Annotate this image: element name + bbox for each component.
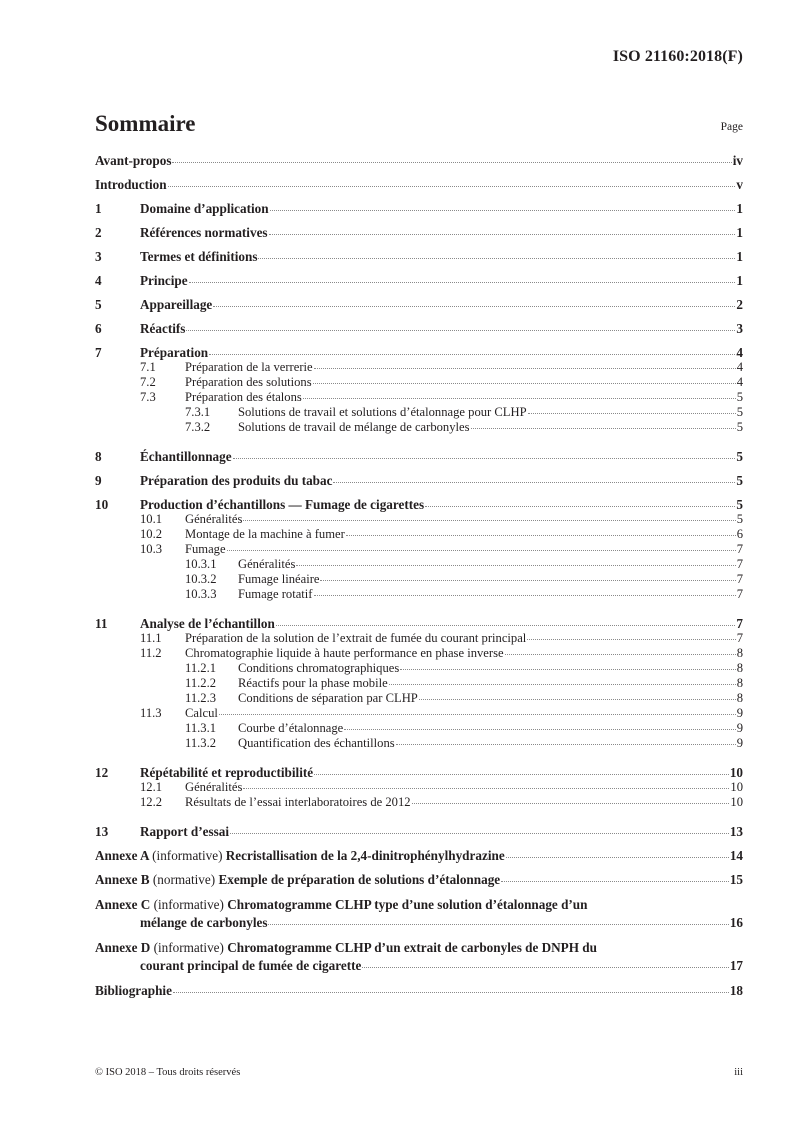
page-number: 8 [736,691,743,705]
page-number: 5 [736,449,743,464]
page-number: 2 [736,297,743,312]
annex-type: (informative) [152,848,223,863]
leader-dots [213,306,735,307]
section-number: 11.2.2 [185,676,217,690]
toc-entry[interactable] [95,661,743,676]
page-number: 3 [736,321,743,336]
toc-entry[interactable] [95,249,743,265]
leader-dots [269,234,736,235]
leader-dots [270,210,736,211]
section-number: 12 [95,765,109,780]
leader-dots [528,413,736,414]
section-number: 4 [95,273,102,288]
page-number: 17 [729,958,743,973]
page-number: 5 [736,512,743,526]
section-number: 6 [95,321,102,336]
toc-entry[interactable] [95,706,743,721]
leader-dots [296,565,735,566]
page-number: 1 [736,273,743,288]
page-number: 5 [736,497,743,512]
page-number: 18 [729,983,743,998]
toc-entry[interactable] [95,691,743,706]
section-number: 11 [95,616,108,631]
section-number: 11.3 [140,706,162,720]
toc-entry[interactable] [95,321,743,337]
entry-title: Fumage linéaire [238,572,320,586]
section-number: 7.3 [140,390,156,404]
section-number: 12.1 [140,780,163,794]
annex-title-line2: courant principal de fumée de cigarette [140,958,362,973]
page-number: 5 [736,390,743,404]
toc-entry[interactable] [95,473,743,489]
page-number: 10 [730,780,743,794]
page-number: 8 [736,676,743,690]
entry-title: Conditions chromatographiques [238,661,400,675]
leader-dots [471,428,736,429]
entry-title: Répétabilité et reproductibilité [140,765,314,780]
page-number: 8 [736,661,743,675]
leader-dots [314,368,736,369]
section-number: 7 [95,345,102,360]
section-number: 11.3.1 [185,721,217,735]
page-number: 5 [736,473,743,488]
entry-title: Montage de la machine à fumer [185,527,345,541]
entry-title: Analyse de l’échantillon [140,616,275,631]
leader-dots [389,684,736,685]
page-number: 7 [736,572,743,586]
entry-title: Références normatives [140,225,268,240]
page-number: v [736,177,743,192]
entry-title: Préparation [140,345,209,360]
leader-dots [346,535,736,536]
section-number: 7.3.2 [185,420,211,434]
toc-entry[interactable] [95,646,743,661]
leader-dots [268,924,728,925]
page-number: 10 [730,795,743,809]
toc-entry-annex-c-continued[interactable] [140,915,743,931]
entry-title: Domaine d’application [140,201,269,216]
entry-title: Préparation des produits du tabac [140,473,333,488]
toc-entry[interactable] [95,273,743,289]
entry-title: Termes et définitions [140,249,258,264]
toc-entry[interactable] [95,721,743,736]
leader-dots [186,330,735,331]
section-number: 2 [95,225,102,240]
leader-dots [425,506,735,507]
section-number: 11.2.3 [185,691,217,705]
entry-title: Réactifs pour la phase mobile [238,676,388,690]
page-number: 5 [736,420,743,434]
entry-title: Fumage [185,542,226,556]
toc-entry[interactable] [95,824,743,840]
entry-title: Quantification des échantillons [238,736,395,750]
leader-dots [362,967,728,968]
leader-dots [527,639,735,640]
section-number: 12.2 [140,795,163,809]
toc-entry[interactable] [95,225,743,241]
toc-entry-annex-d-continued[interactable] [140,958,743,974]
page-number: 10 [729,765,743,780]
leader-dots [243,788,729,789]
toc-entry[interactable] [95,616,743,632]
toc-entry-annex-b[interactable] [95,872,743,888]
leader-dots [172,162,731,163]
annex-type: (informative) [153,940,224,955]
page-number: 1 [736,201,743,216]
toc-entry[interactable] [95,527,743,542]
page-number: 5 [736,405,743,419]
annex-label: Annexe A [95,848,149,863]
page-title: Sommaire [95,111,196,136]
section-number: 10.3 [140,542,163,556]
leader-dots [505,654,736,655]
toc-entry[interactable] [95,676,743,691]
section-number: 10.3.2 [185,572,217,586]
toc-entry-annex-c[interactable] [95,897,743,913]
entry-title: Généralités [185,780,243,794]
annex-title-line1: Chromatogramme CLHP type d’une solution d’étalonnage d’un [227,897,588,912]
leader-dots [320,580,735,581]
entry-title: Résultats de l’essai interlaboratoires de 2012 [185,795,411,809]
entry-title: Réactifs [140,321,186,336]
entry-title: Préparation des étalons [185,390,302,404]
toc-entry[interactable] [95,587,743,602]
page-number: 16 [729,915,743,930]
toc-entry[interactable] [95,420,743,435]
toc-entry[interactable] [95,390,743,405]
annex-title-line2: mélange de carbonyles [140,915,268,930]
section-number: 3 [95,249,102,264]
footer-copyright: © ISO 2018 – Tous droits réservés [95,1067,241,1078]
toc-entry[interactable] [95,736,743,751]
annex-title: Recristallisation de la 2,4-dinitrophénylhydrazine [225,848,505,863]
page-number: 7 [736,557,743,571]
entry-title: Conditions de séparation par CLHP [238,691,418,705]
leader-dots [276,625,736,626]
section-number: 10 [95,497,109,512]
entry-title: Appareillage [140,297,213,312]
leader-dots [233,458,736,459]
toc-entry[interactable] [95,631,743,646]
section-number: 7.2 [140,375,156,389]
leader-dots [313,383,736,384]
toc-entry-annex-a[interactable] [95,848,743,864]
section-number: 13 [95,824,109,839]
leader-dots [189,282,736,283]
entry-title: Solutions de travail et solutions d’étalonnage pour CLHP [238,405,527,419]
section-number: 8 [95,449,102,464]
entry-title: Préparation des solutions [185,375,312,389]
page-number: 7 [736,542,743,556]
toc-entry[interactable] [95,201,743,217]
leader-dots [243,520,735,521]
toc-entry[interactable] [95,177,743,193]
section-number: 10.1 [140,512,163,526]
document-id: ISO 21160:2018(F) [612,48,743,65]
entry-title: Courbe d’étalonnage [238,721,344,735]
footer-page-number: iii [734,1067,743,1078]
page-number: 9 [736,706,743,720]
leader-dots [344,729,735,730]
page-number: 15 [729,872,743,887]
leader-dots [209,354,735,355]
page-number: 13 [729,824,743,839]
annex-label: Annexe B [95,872,150,887]
entry-title: Rapport d’essai [140,824,230,839]
page-number: 1 [736,249,743,264]
entry-title: Fumage rotatif [238,587,313,601]
toc-entry[interactable] [95,557,743,572]
section-number: 1 [95,201,102,216]
page-number: 8 [736,646,743,660]
page-number: 1 [736,225,743,240]
leader-dots [227,550,736,551]
page-number: 6 [736,527,743,541]
toc-entry[interactable] [95,497,743,513]
leader-dots [258,258,735,259]
toc-entry[interactable] [95,297,743,313]
annex-title-line1: Chromatogramme CLHP d’un extrait de carbonyles de DNPH du [227,940,597,955]
leader-dots [419,699,736,700]
section-number: 11.3.2 [185,736,217,750]
toc-entry[interactable] [95,780,743,795]
toc-entry[interactable] [95,512,743,527]
toc-entry[interactable] [95,542,743,557]
section-number: 10.3.3 [185,587,217,601]
entry-title: Calcul [185,706,218,720]
entry-title: Avant-propos [95,153,172,168]
annex-type: (informative) [153,897,224,912]
entry-title: Généralités [185,512,243,526]
leader-dots [412,803,730,804]
toc-entry-annex-d[interactable] [95,940,743,956]
section-number: 11.1 [140,631,162,645]
leader-dots [219,714,736,715]
page-number: 9 [736,736,743,750]
section-number: 11.2 [140,646,162,660]
entry-title: Échantillonnage [140,449,232,464]
entry-title: Chromatographie liquide à haute performance en phase inverse [185,646,504,660]
leader-dots [303,398,736,399]
page-number: 7 [736,616,743,631]
leader-dots [173,992,729,993]
toc-entry[interactable] [95,345,743,361]
section-number: 11.2.1 [185,661,217,675]
toc-entry[interactable] [95,360,743,375]
toc-entry[interactable] [95,572,743,587]
entry-title: Préparation de la solution de l’extrait de fumée du courant principal [185,631,527,645]
entry-title: Introduction [95,177,167,192]
toc-entry-bibliography[interactable] [95,983,743,999]
annex-label: Annexe D [95,940,151,955]
entry-title: Principe [140,273,188,288]
entry-title: Bibliographie [95,983,172,998]
section-number: 7.1 [140,360,156,374]
page-number: 7 [736,631,743,645]
entry-title: Préparation de la verrerie [185,360,313,374]
section-number: 5 [95,297,102,312]
page-column-label: Page [720,121,743,133]
leader-dots [400,669,735,670]
page-number: 9 [736,721,743,735]
leader-dots [314,774,729,775]
toc-entry[interactable] [95,375,743,390]
leader-dots [506,857,729,858]
page-number: 4 [736,375,743,389]
section-number: 10.2 [140,527,163,541]
page-number: 4 [736,345,743,360]
page-number: 14 [729,848,743,863]
toc-entry[interactable] [95,449,743,465]
leader-dots [314,595,736,596]
annex-label: Annexe C [95,897,151,912]
toc-entry[interactable] [95,153,743,169]
page-number: 4 [736,360,743,374]
section-number: 10.3.1 [185,557,217,571]
annex-title: Exemple de préparation de solutions d’étalonnage [218,872,501,887]
entry-title: Production d’échantillons — Fumage de cigarettes [140,497,425,512]
section-number: 9 [95,473,102,488]
page-number: 7 [736,587,743,601]
leader-dots [230,833,729,834]
page-number: iv [732,153,743,168]
leader-dots [333,482,735,483]
annex-type: (normative) [152,872,216,887]
leader-dots [396,744,736,745]
toc-entry[interactable] [95,765,743,781]
leader-dots [168,186,736,187]
leader-dots [501,881,729,882]
toc-entry[interactable] [95,405,743,420]
section-number: 7.3.1 [185,405,211,419]
toc-entry[interactable] [95,795,743,810]
entry-title: Généralités [238,557,296,571]
entry-title: Solutions de travail de mélange de carbonyles [238,420,470,434]
